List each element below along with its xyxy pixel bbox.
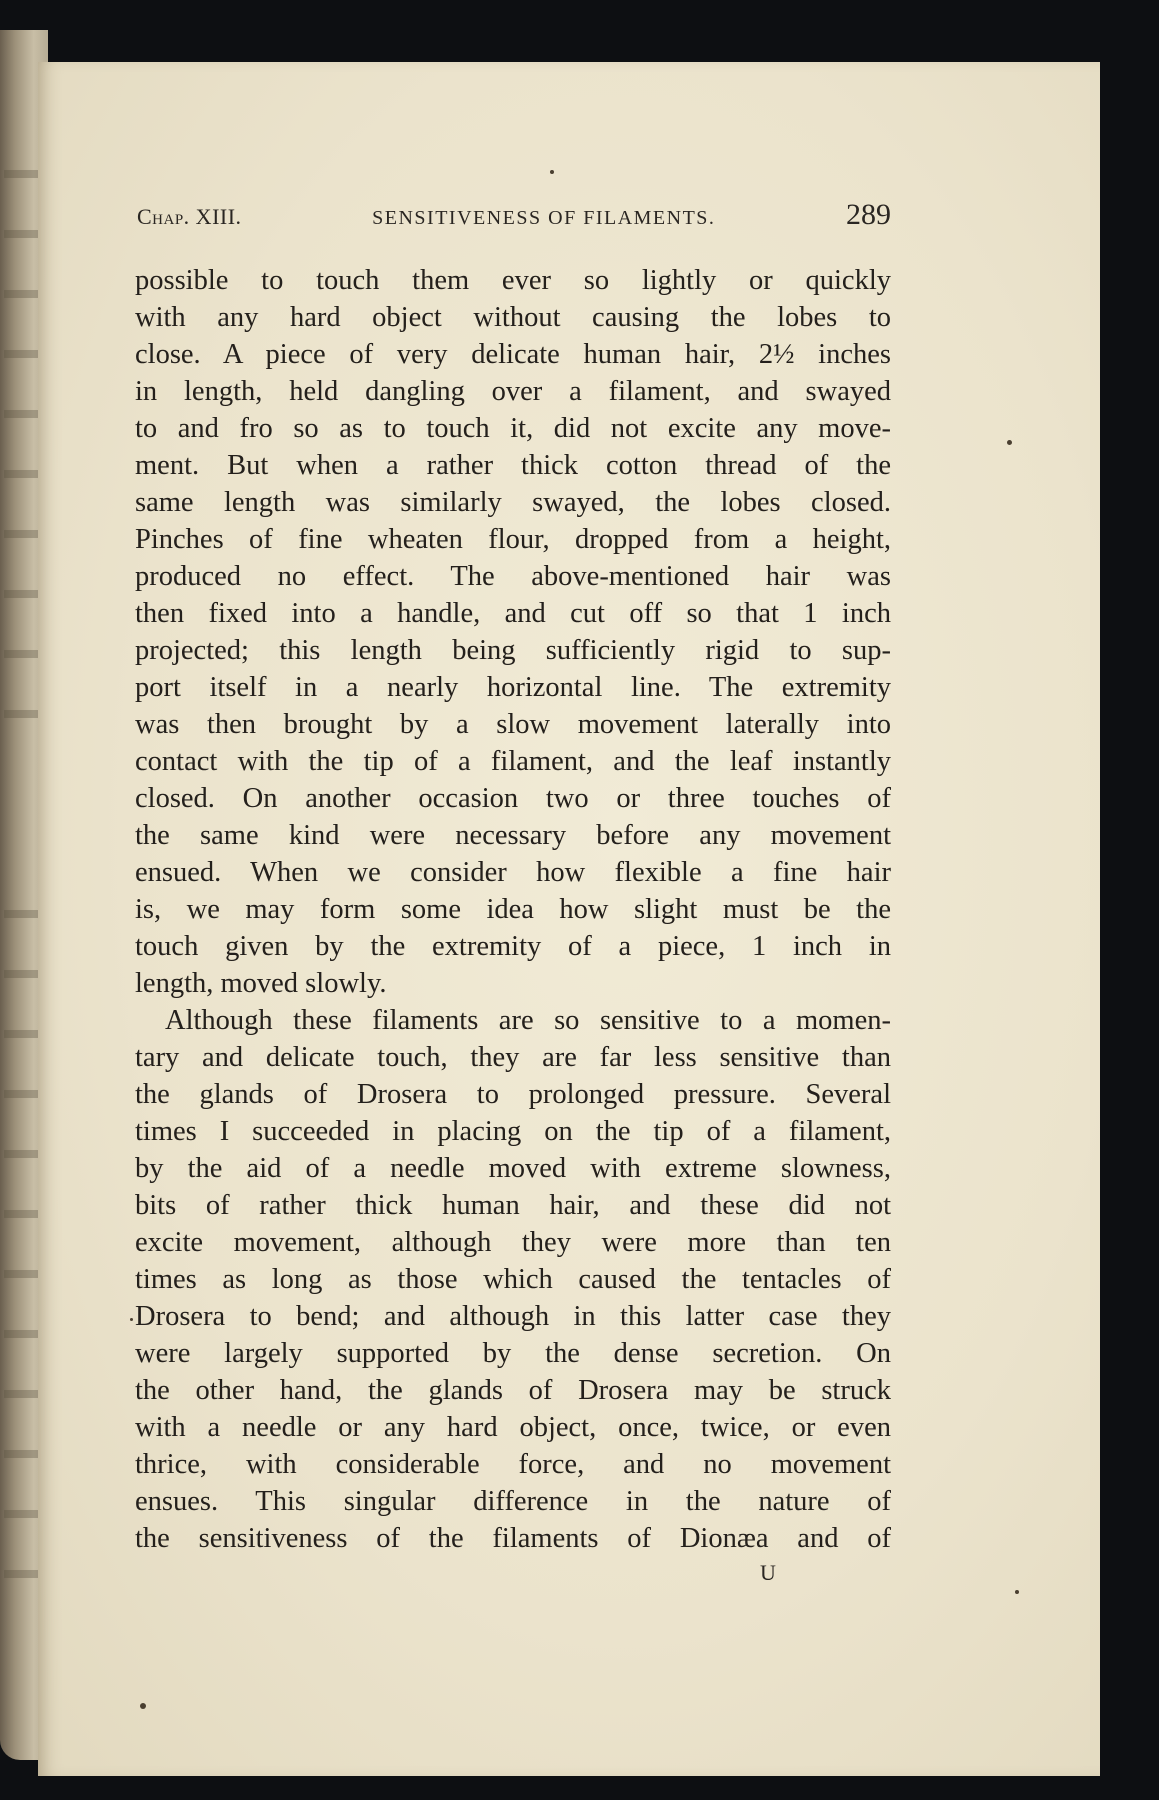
text-line: in length, held dangling over a filament, and swayed bbox=[135, 376, 891, 407]
text-line: port itself in a nearly horizontal line. The extremity bbox=[135, 672, 891, 703]
text-line: is, we may form some idea how slight must be the bbox=[135, 894, 891, 925]
text-line: the other hand, the glands of Drosera may be struck bbox=[135, 1375, 891, 1406]
text-line: produced no effect. The above-mentioned hair was bbox=[135, 561, 891, 592]
running-title: SENSITIVENESS OF FILAMENTS. bbox=[372, 207, 716, 229]
text-line: by the aid of a needle moved with extreme slowness, bbox=[135, 1153, 891, 1184]
page-number: 289 bbox=[846, 198, 891, 231]
paper-speck bbox=[1015, 1590, 1019, 1594]
text-line: touch given by the extremity of a piece, 1 inch in bbox=[135, 931, 891, 962]
text-line: with a needle or any hard object, once, twice, or even bbox=[135, 1412, 891, 1443]
text-line: the glands of Drosera to prolonged pressure. Several bbox=[135, 1079, 891, 1110]
text-line: with any hard object without causing the lobes to bbox=[135, 302, 891, 333]
text-line: close. A piece of very delicate human hair, 2½ inches bbox=[135, 339, 891, 370]
text-line: the sensitiveness of the filaments of Dionæa and of bbox=[135, 1523, 891, 1554]
text-line: were largely supported by the dense secretion. On bbox=[135, 1338, 891, 1369]
text-line: Pinches of fine wheaten flour, dropped from a height, bbox=[135, 524, 891, 555]
body-text bbox=[135, 262, 891, 1557]
text-line: contact with the tip of a filament, and the leaf instantly bbox=[135, 746, 891, 777]
text-line: same length was similarly swayed, the lobes closed. bbox=[135, 487, 891, 518]
text-line: possible to touch them ever so lightly or quickly bbox=[135, 265, 891, 296]
text-line: ensues. This singular difference in the nature of bbox=[135, 1486, 891, 1517]
signature-mark: U bbox=[760, 1560, 776, 1585]
text-line: the same kind were necessary before any movement bbox=[135, 820, 891, 851]
text-line: times I succeeded in placing on the tip of a filament, bbox=[135, 1116, 891, 1147]
text-line: was then brought by a slow movement laterally into bbox=[135, 709, 891, 740]
paper-speck bbox=[1007, 440, 1012, 445]
text-line: Although these filaments are so sensitive to a momen- bbox=[165, 1005, 891, 1036]
text-line: projected; this length being sufficiently rigid to sup- bbox=[135, 635, 891, 666]
text-line: Drosera to bend; and although in this latter case they bbox=[135, 1301, 891, 1332]
text-line: excite movement, although they were more than ten bbox=[135, 1227, 891, 1258]
text-line: tary and delicate touch, they are far less sensitive than bbox=[135, 1042, 891, 1073]
paper-speck bbox=[550, 170, 554, 174]
text-line: length, moved slowly. bbox=[135, 968, 387, 999]
text-line: thrice, with considerable force, and no movement bbox=[135, 1449, 891, 1480]
text-line: bits of rather thick human hair, and these did not bbox=[135, 1190, 891, 1221]
paper-speck bbox=[130, 1318, 133, 1321]
text-line: to and fro so as to touch it, did not excite any move- bbox=[135, 413, 891, 444]
paper-speck bbox=[140, 1703, 146, 1709]
chapter-label: Chap. XIII. bbox=[137, 204, 242, 229]
text-line: then fixed into a handle, and cut off so that 1 inch bbox=[135, 598, 891, 629]
text-line: ensued. When we consider how flexible a fine hair bbox=[135, 857, 891, 888]
text-line: ment. But when a rather thick cotton thread of the bbox=[135, 450, 891, 481]
text-line: times as long as those which caused the tentacles of bbox=[135, 1264, 891, 1295]
text-line: closed. On another occasion two or three touches of bbox=[135, 783, 891, 814]
running-header bbox=[137, 198, 891, 232]
